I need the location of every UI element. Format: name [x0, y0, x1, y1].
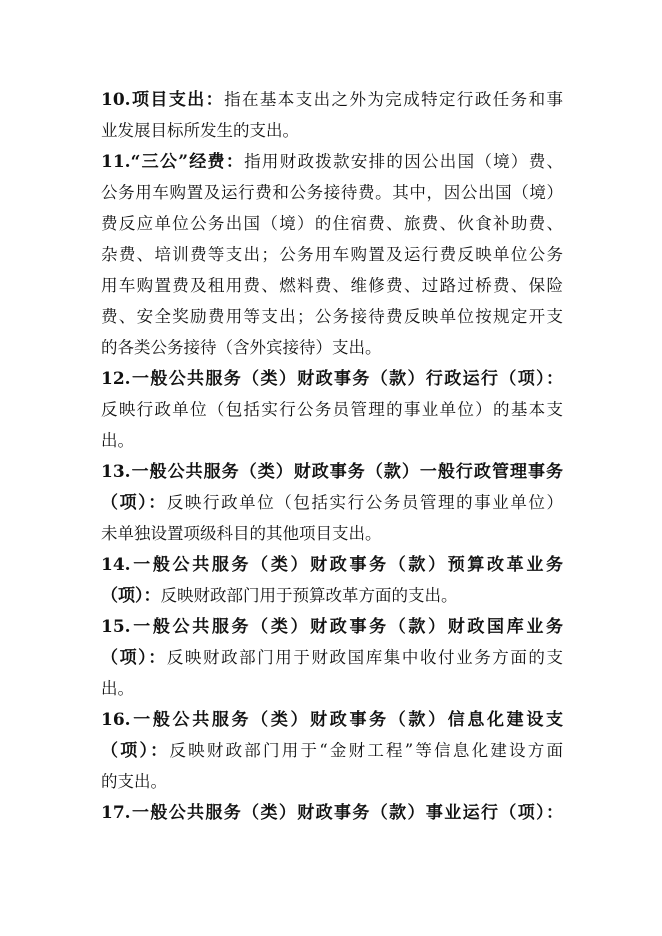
text-line	[101, 766, 563, 797]
item-heading: 17.一般公共服务（类）财政事务（款）事业运行（项）：	[101, 803, 563, 823]
text-line	[101, 456, 563, 487]
text-line	[101, 301, 563, 332]
item-text: 出。	[101, 679, 134, 698]
item-text: 杂费、培训费等支出；公务用车购置及运行费反映单位公务	[101, 245, 563, 264]
item-heading: 10.项目支出：	[101, 90, 225, 110]
text-line	[101, 270, 563, 301]
text-line	[101, 84, 563, 115]
item-text: 反映财政部门用于“金财工程”等信息化建设方面	[169, 741, 564, 760]
text-line	[101, 363, 563, 394]
text-line	[101, 177, 563, 208]
item-text: 指在基本支出之外为完成特定行政任务和事	[224, 90, 564, 109]
definition-item	[101, 797, 563, 828]
item-heading: 13.一般公共服务（类）财政事务（款）一般行政管理事务	[101, 462, 563, 482]
document-page	[101, 84, 563, 828]
definition-item	[101, 84, 563, 146]
text-line	[101, 797, 563, 828]
item-text: 反映行政单位（包括实行公务员管理的事业单位）的基本支	[101, 400, 563, 419]
item-text: 反映财政部门用于财政国库集中收付业务方面的支	[166, 648, 564, 667]
item-text: 出。	[101, 431, 134, 450]
item-heading: 14.一般公共服务（类）财政事务（款）预算改革业务	[101, 555, 563, 575]
definition-item	[101, 363, 563, 456]
item-text: 用车购置费及租用费、燃料费、维修费、过路过桥费、保险	[101, 276, 563, 295]
text-line	[101, 332, 563, 363]
text-line	[101, 487, 563, 518]
item-text: 反映行政单位（包括实行公务员管理的事业单位）	[166, 493, 564, 512]
item-text: 的各类公务接待（含外宾接待）支出。	[101, 338, 382, 357]
text-line	[101, 549, 563, 580]
text-line	[101, 394, 563, 425]
item-heading: 16.一般公共服务（类）财政事务（款）信息化建设支	[101, 710, 563, 730]
item-heading: （项）：	[101, 493, 167, 513]
definition-item	[101, 549, 563, 611]
text-line	[101, 735, 563, 766]
definition-item	[101, 146, 563, 363]
item-heading: （项）：	[101, 586, 161, 606]
text-line	[101, 580, 563, 611]
item-text: 业发展目标所发生的支出。	[101, 121, 299, 140]
item-text: 未单独设置项级科目的其他项目支出。	[101, 524, 382, 543]
item-text: 的支出。	[101, 772, 167, 791]
text-line	[101, 115, 563, 146]
definition-item	[101, 704, 563, 797]
text-line	[101, 518, 563, 549]
definition-item	[101, 456, 563, 549]
item-text: 公务用车购置及运行费和公务接待费。其中，因公出国（境）	[101, 183, 563, 202]
text-line	[101, 642, 563, 673]
item-heading: 12.一般公共服务（类）财政事务（款）行政运行（项）：	[101, 369, 563, 389]
item-text: 反映财政部门用于预算改革方面的支出。	[160, 586, 458, 605]
item-text: 指用财政拨款安排的因公出国（境）费、	[244, 152, 563, 171]
item-heading: （项）：	[101, 648, 167, 668]
text-line	[101, 673, 563, 704]
item-heading: 11.“三公”经费：	[101, 152, 245, 172]
item-text: 费反应单位公务出国（境）的住宿费、旅费、伙食补助费、	[101, 214, 563, 233]
item-heading: 15.一般公共服务（类）财政事务（款）财政国库业务	[101, 617, 563, 637]
text-line	[101, 704, 563, 735]
text-line	[101, 611, 563, 642]
text-line	[101, 239, 563, 270]
text-line	[101, 425, 563, 456]
text-line	[101, 146, 563, 177]
item-heading: （项）：	[101, 741, 170, 761]
definition-item	[101, 611, 563, 704]
text-line	[101, 208, 563, 239]
item-text: 费、安全奖励费用等支出；公务接待费反映单位按规定开支	[101, 307, 563, 326]
